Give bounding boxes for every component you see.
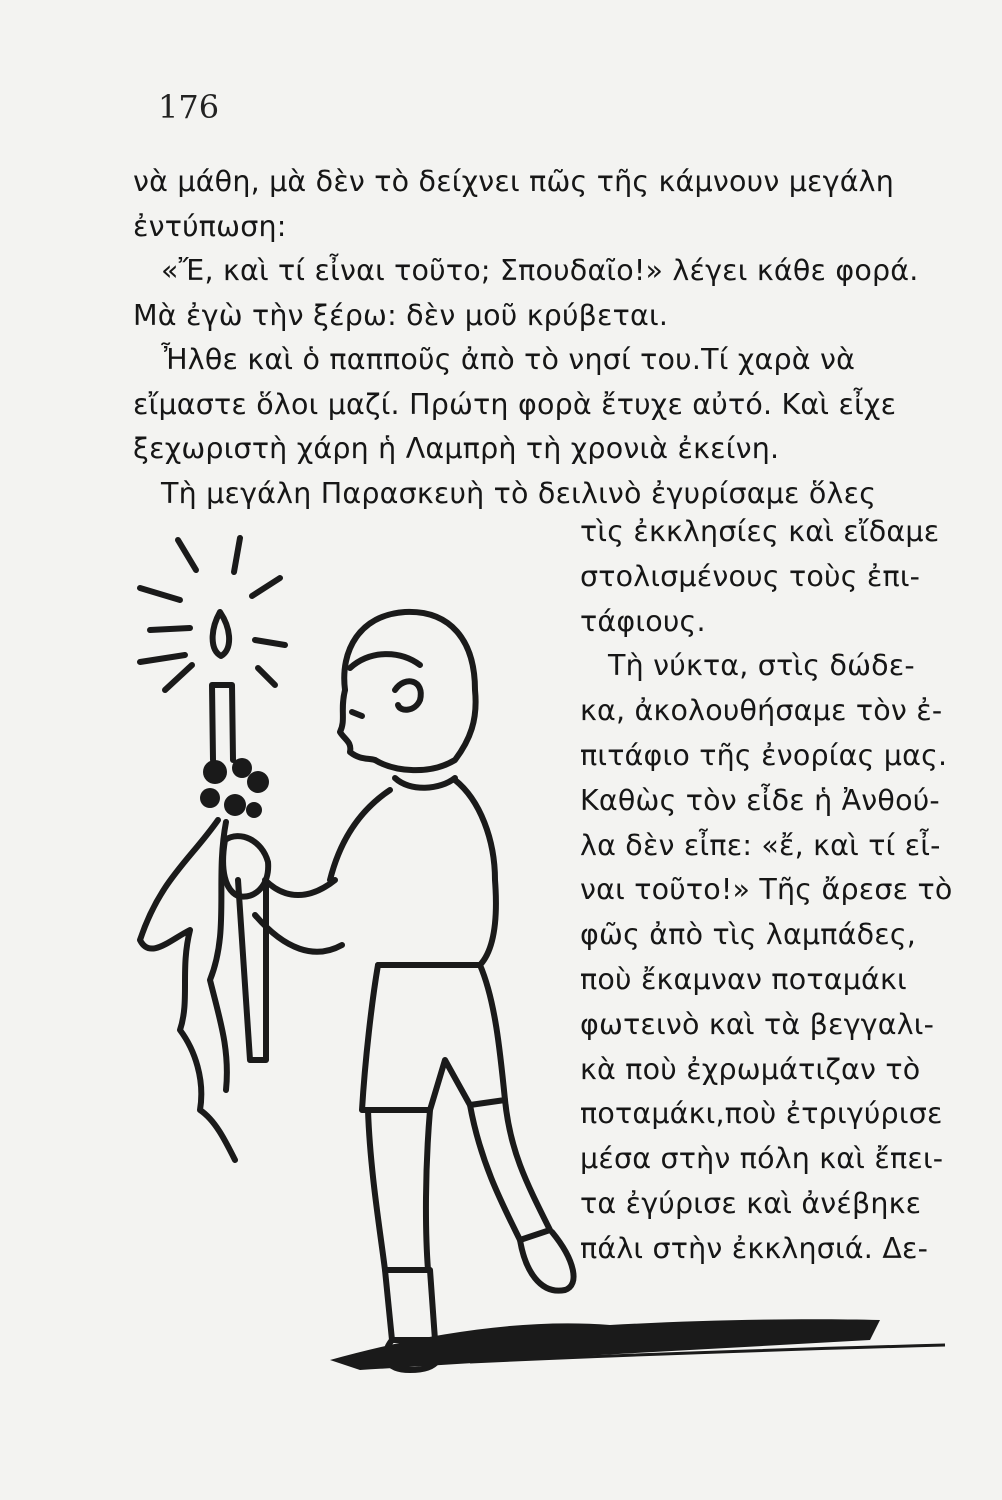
candle-body xyxy=(212,685,233,760)
light-ray xyxy=(150,628,190,630)
text-line: τάφιους. xyxy=(580,604,706,638)
text-line: ποταμάκι,ποὺ ἐτριγύρισε xyxy=(580,1097,943,1131)
boy-eye xyxy=(352,712,362,716)
text-line: «Ἔ, καὶ τί εἶναι τοῦτο; Σπουδαῖο!» λέγει κάθε φορά. xyxy=(161,254,919,287)
text-line: Καθὼς τὸν εἶδε ἡ Ἀνθού- xyxy=(580,783,940,817)
light-ray xyxy=(178,540,196,570)
boy-head xyxy=(344,612,475,770)
boy-shorts xyxy=(362,965,505,1110)
text-line: Τὴ νύκτα, στὶς δώδε- xyxy=(608,649,915,683)
boy-face xyxy=(340,690,375,760)
text-line: ποὺ ἔκαμναν ποταμάκι xyxy=(580,962,907,996)
text-line: τὶς ἐκκλησίες καὶ εἴδαμε xyxy=(580,515,940,548)
boy-ear xyxy=(395,681,421,709)
light-ray xyxy=(252,578,280,596)
light-ray xyxy=(258,668,275,685)
boy-leg xyxy=(470,1100,550,1240)
boy-leg xyxy=(368,1110,430,1270)
light-ray xyxy=(165,665,192,690)
ground-shadow xyxy=(330,1319,880,1370)
light-ray xyxy=(140,588,180,600)
page-number: 176 xyxy=(158,88,220,126)
text-line: πιτάφιο τῆς ἐνορίας μας. xyxy=(580,738,948,772)
boy-hand xyxy=(223,836,268,897)
full-width-text xyxy=(133,160,933,516)
text-line: λα δὲν εἶπε: «ἔ, καὶ τί εἶ- xyxy=(580,828,941,862)
flower-cluster xyxy=(200,758,269,818)
boy-collar xyxy=(395,778,455,788)
text-line: ναι τοῦτο!» Τῆς ἄρεσε τὸ xyxy=(580,873,953,907)
candle-flame xyxy=(213,612,230,656)
text-line: στολισμένους τοὺς ἐπι- xyxy=(580,559,921,593)
text-line: Ἦλθε καὶ ὁ παπποῦς ἀπὸ τὸ νησί του.Τί χαρὰ νὰ xyxy=(161,343,856,376)
text-line: ἐντύπωση: xyxy=(133,209,287,243)
light-ray xyxy=(234,538,240,572)
text-line: φῶς ἀπὸ τὶς λαμπάδες, xyxy=(580,918,917,952)
text-line: φωτεινὸ καὶ τὰ βεγγαλι- xyxy=(580,1007,935,1041)
text-line: νὰ μάθη, μὰ δὲν τὸ δείχνει πῶς τῆς κάμνουν μεγάλη xyxy=(133,165,895,198)
boy-with-candle-illustration xyxy=(120,530,960,1390)
text-line: πάλι στὴν ἐκκλησιά. Δε- xyxy=(580,1231,929,1265)
text-line: τα ἐγύρισε καὶ ἀνέβηκε xyxy=(580,1186,922,1220)
text-line: εἴμαστε ὅλοι μαζί. Πρώτη φορὰ ἔτυχε αὐτό. Καὶ εἶχε xyxy=(133,387,897,421)
boy-hair-line xyxy=(350,654,420,668)
boy-shoe xyxy=(520,1232,574,1291)
light-ray xyxy=(255,640,285,645)
text-line: Μὰ ἐγὼ τὴν ξέρω: δὲν μοῦ κρύβεται. xyxy=(133,298,669,332)
text-line: ξεχωριστὴ χάρη ἡ Λαμπρὴ τὴ χρονιὰ ἐκείνη. xyxy=(133,432,780,465)
light-ray xyxy=(140,655,185,662)
text-line: κὰ ποὺ ἐχρωμάτιζαν τὸ xyxy=(580,1052,921,1086)
candle-lower xyxy=(238,880,266,1060)
text-line: κα, ἀκολουθήσαμε τὸν ἐ- xyxy=(580,694,943,728)
boy-torso xyxy=(330,780,496,965)
text-line: Τὴ μεγάλη Παρασκευὴ τὸ δειλινὸ ἐγυρίσαμε ὅλες xyxy=(161,476,877,510)
boy-sock xyxy=(385,1270,435,1340)
text-line: μέσα στὴν πόλη καὶ ἔπει- xyxy=(580,1142,944,1176)
